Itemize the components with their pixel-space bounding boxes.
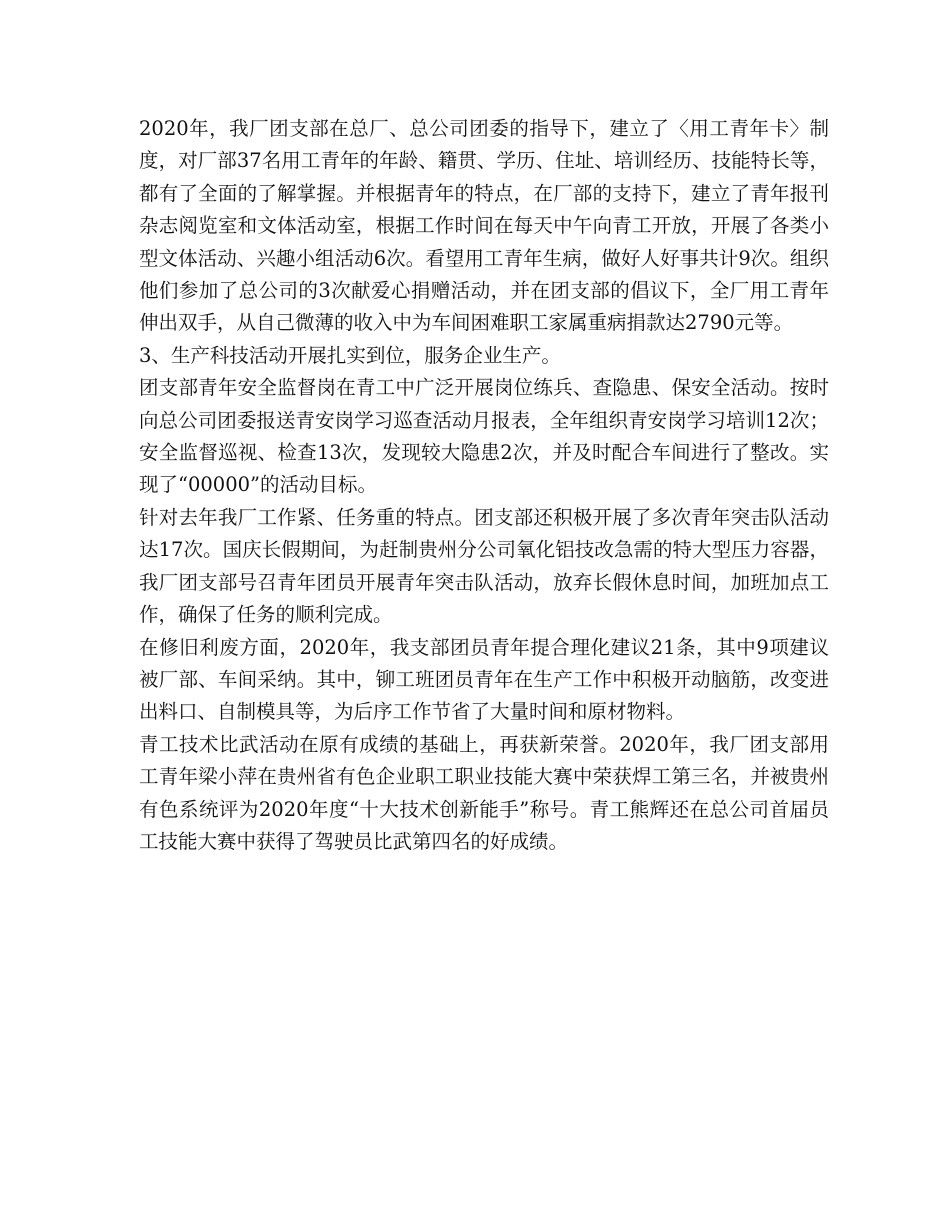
- paragraph-recycling: 在修旧利废方面，2020年，我支部团员青年提合理化建议21条，其中9项建议被厂部、车间采纳。其中，铆工班团员青年在生产工作中积极开动脑筋，改变进出料口、自制模具等，为后序工作节省了大量时间和原材物料。: [139, 635, 829, 724]
- paragraph-safety-supervision: 团支部青年安全监督岗在青工中广泛开展岗位练兵、查隐患、保安全活动。按时向总公司团委报送青安岗学习巡查活动月报表，全年组织青安岗学习培训12次；安全监督巡视、检查13次，发现较大隐患2次，并及时配合车间进行了整改。实现了“00000”的活动目标。: [139, 376, 829, 497]
- paragraph-skills-competition: 青工技术比武活动在原有成绩的基础上，再获新荣誉。2020年，我厂团支部用工青年梁小萍在贵州省有色企业职工职业技能大赛中荣获焊工第三名，并被贵州有色系统评为2020年度“十大技术创新能手”称号。青工熊辉还在总公司首届员工技能大赛中获得了驾驶员比武第四名的好成绩。: [139, 732, 829, 853]
- section-heading-production-tech: 3、生产科技活动开展扎实到位，服务企业生产。: [139, 343, 561, 367]
- document-body: [139, 113, 829, 858]
- paragraph-youth-card: 2020年，我厂团支部在总厂、总公司团委的指导下，建立了〈用工青年卡〉制度，对厂部37名用工青年的年龄、籍贯、学历、住址、培训经历、技能特长等，都有了全面的了解掌握。并根据青年的特点，在厂部的支持下，建立了青年报刊杂志阅览室和文体活动室，根据工作时间在每天中午向青工开放，开展了各类小型文体活动、兴趣小组活动6次。看望用工青年生病，做好人好事共计9次。组织他们参加了总公司的3次献爱心捐赠活动，并在团支部的倡议下，全厂用工青年伸出双手，从自己微薄的收入中为车间困难职工家属重病捐款达2790元等。: [139, 117, 829, 335]
- paragraph-youth-commando: 针对去年我厂工作紧、任务重的特点。团支部还积极开展了多次青年突击队活动达17次。国庆长假期间，为赶制贵州分公司氧化铝技改急需的特大型压力容器，我厂团支部号召青年团员开展青年突击队活动，放弃长假休息时间，加班加点工作，确保了任务的顺利完成。: [139, 505, 829, 627]
